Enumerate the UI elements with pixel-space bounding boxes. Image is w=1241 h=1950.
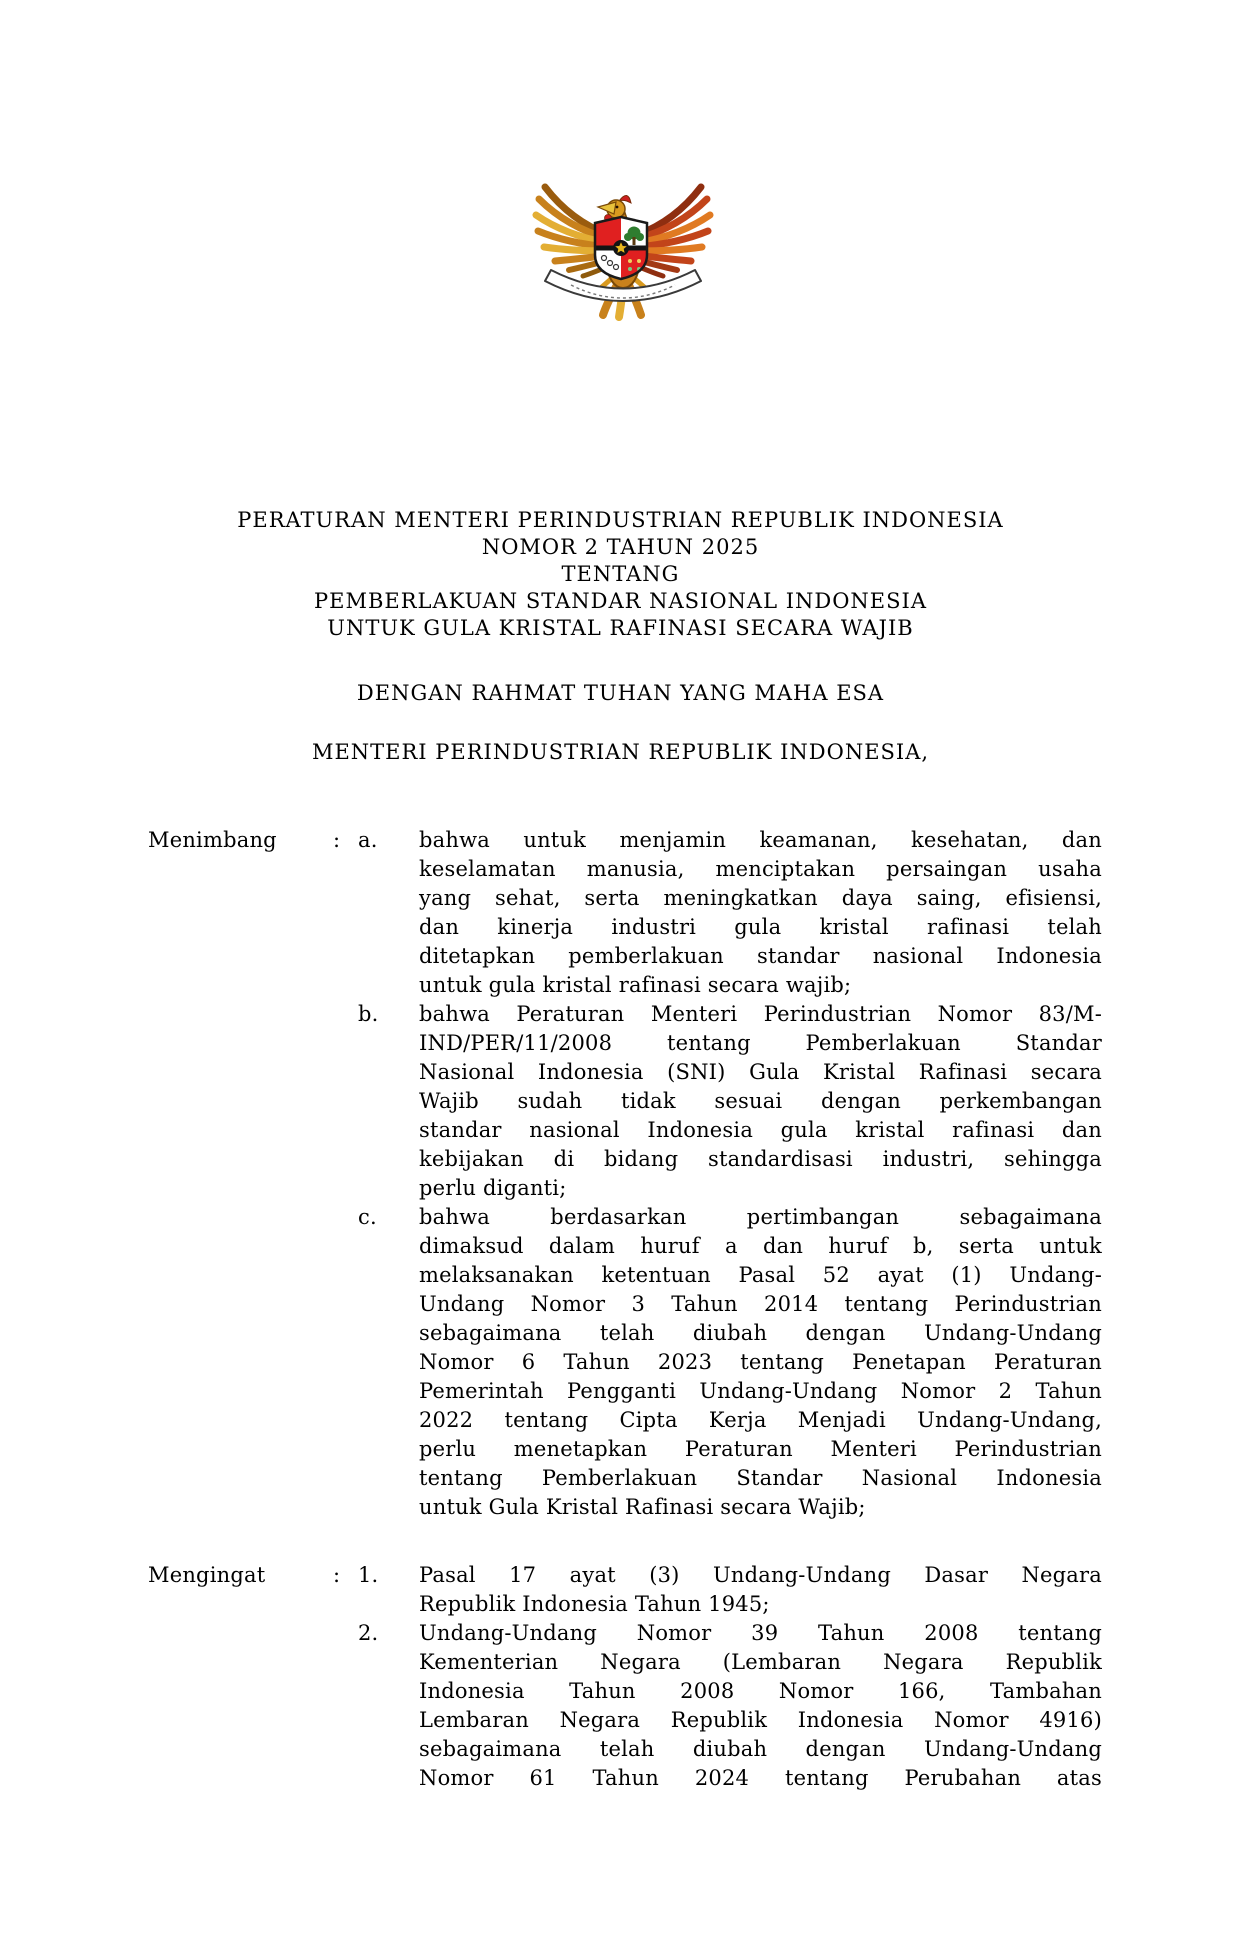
item-text-line: IND/PER/11/2008 tentang Pemberlakuan Standar — [419, 1031, 1102, 1055]
item-text-line: Nomor 6 Tahun 2023 tentang Penetapan Peraturan — [419, 1350, 1102, 1374]
item-text-line: Lembaran Negara Republik Indonesia Nomor 4916) — [419, 1708, 1102, 1732]
clause-row — [148, 1619, 1102, 1793]
item-text-line: Pasal 17 ayat (3) Undang-Undang Dasar Negara — [419, 1563, 1102, 1587]
clause-row — [148, 1561, 1102, 1619]
item-text-line: Wajib sudah tidak sesuai dengan perkembangan — [419, 1089, 1102, 1113]
clause-row — [148, 826, 1102, 1000]
section-label: Mengingat — [148, 1563, 266, 1587]
item-marker: c. — [358, 1205, 377, 1229]
title-line-3: TENTANG — [561, 562, 680, 586]
section-colon — [333, 1619, 358, 1793]
section-label: Menimbang — [148, 828, 277, 852]
item-text — [419, 1000, 1102, 1203]
section-label — [148, 1000, 333, 1203]
item-text — [419, 1203, 1102, 1522]
item-marker: b. — [358, 1002, 379, 1026]
item-marker: a. — [358, 828, 378, 852]
item-text-line: ditetapkan pemberlakuan standar nasional Indonesia — [419, 944, 1102, 968]
section-colon: : — [333, 828, 341, 852]
title-line-4: PEMBERLAKUAN STANDAR NASIONAL INDONESIA — [313, 589, 927, 613]
garuda-pancasila-icon — [531, 172, 715, 324]
item-text-line: kebijakan di bidang standardisasi industri, sehingga — [419, 1147, 1102, 1171]
item-text-line: Nasional Indonesia (SNI) Gula Kristal Rafinasi secara — [419, 1060, 1102, 1084]
clause-row — [148, 1000, 1102, 1203]
item-text-line: keselamatan manusia, menciptakan persaingan usaha — [419, 857, 1102, 881]
item-text-line: Nomor 61 Tahun 2024 tentang Perubahan atas — [419, 1766, 1102, 1790]
item-text-line: tentang Pemberlakuan Standar Nasional Indonesia — [419, 1466, 1102, 1490]
document-title — [0, 507, 1241, 642]
clause-row — [148, 1203, 1102, 1522]
item-text — [419, 1561, 1102, 1619]
garuda-pancasila-emblem — [531, 172, 715, 324]
section-label — [148, 1619, 333, 1793]
authority-line: MENTERI PERINDUSTRIAN REPUBLIK INDONESIA, — [311, 740, 930, 764]
item-text-line: melaksanakan ketentuan Pasal 52 ayat (1) Undang- — [419, 1263, 1102, 1287]
title-line-1: PERATURAN MENTERI PERINDUSTRIAN REPUBLIK INDONESIA — [237, 508, 1004, 532]
item-text-line: perlu menetapkan Peraturan Menteri Perindustrian — [419, 1437, 1102, 1461]
item-text-line: Undang Nomor 3 Tahun 2014 tentang Perindustrian — [419, 1292, 1102, 1316]
item-text-line: sebagaimana telah diubah dengan Undang-Undang — [419, 1321, 1102, 1345]
item-text-line: 2022 tentang Cipta Kerja Menjadi Undang-Undang, — [419, 1408, 1102, 1432]
item-text-line: untuk gula kristal rafinasi secara wajib; — [419, 973, 852, 997]
item-text-line: Kementerian Negara (Lembaran Negara Republik — [419, 1650, 1102, 1674]
item-text-line: yang sehat, serta meningkatkan daya saing, efisiensi, — [419, 886, 1102, 910]
clauses-block — [148, 826, 1102, 1793]
motto-line: DENGAN RAHMAT TUHAN YANG MAHA ESA — [356, 681, 885, 705]
item-text-line: Undang-Undang Nomor 39 Tahun 2008 tentang — [419, 1621, 1102, 1645]
title-line-2: NOMOR 2 TAHUN 2025 — [481, 535, 760, 559]
item-text — [419, 1619, 1102, 1793]
item-text-line: sebagaimana telah diubah dengan Undang-Undang — [419, 1737, 1102, 1761]
item-text-line: Republik Indonesia Tahun 1945; — [419, 1592, 770, 1616]
item-text-line: Pemerintah Pengganti Undang-Undang Nomor 2 Tahun — [419, 1379, 1102, 1403]
item-marker: 2. — [358, 1621, 379, 1645]
item-marker: 1. — [358, 1563, 379, 1587]
item-text-line: dimaksud dalam huruf a dan huruf b, serta untuk — [419, 1234, 1102, 1258]
item-text-line: bahwa untuk menjamin keamanan, kesehatan, dan — [419, 828, 1102, 852]
section-colon: : — [333, 1563, 341, 1587]
item-text-line: standar nasional Indonesia gula kristal rafinasi dan — [419, 1118, 1102, 1142]
item-text-line: bahwa Peraturan Menteri Perindustrian Nomor 83/M- — [419, 1002, 1102, 1026]
item-text-line: perlu diganti; — [419, 1176, 567, 1200]
item-text-line: untuk Gula Kristal Rafinasi secara Wajib; — [419, 1495, 866, 1519]
section-colon — [333, 1000, 358, 1203]
item-text-line: Indonesia Tahun 2008 Nomor 166, Tambahan — [419, 1679, 1102, 1703]
item-text — [419, 826, 1102, 1000]
section-colon — [333, 1203, 358, 1522]
item-text-line: bahwa berdasarkan pertimbangan sebagaimana — [419, 1205, 1102, 1229]
title-line-5: UNTUK GULA KRISTAL RAFINASI SECARA WAJIB — [327, 616, 914, 640]
item-text-line: dan kinerja industri gula kristal rafinasi telah — [419, 915, 1102, 939]
section-label — [148, 1203, 333, 1522]
